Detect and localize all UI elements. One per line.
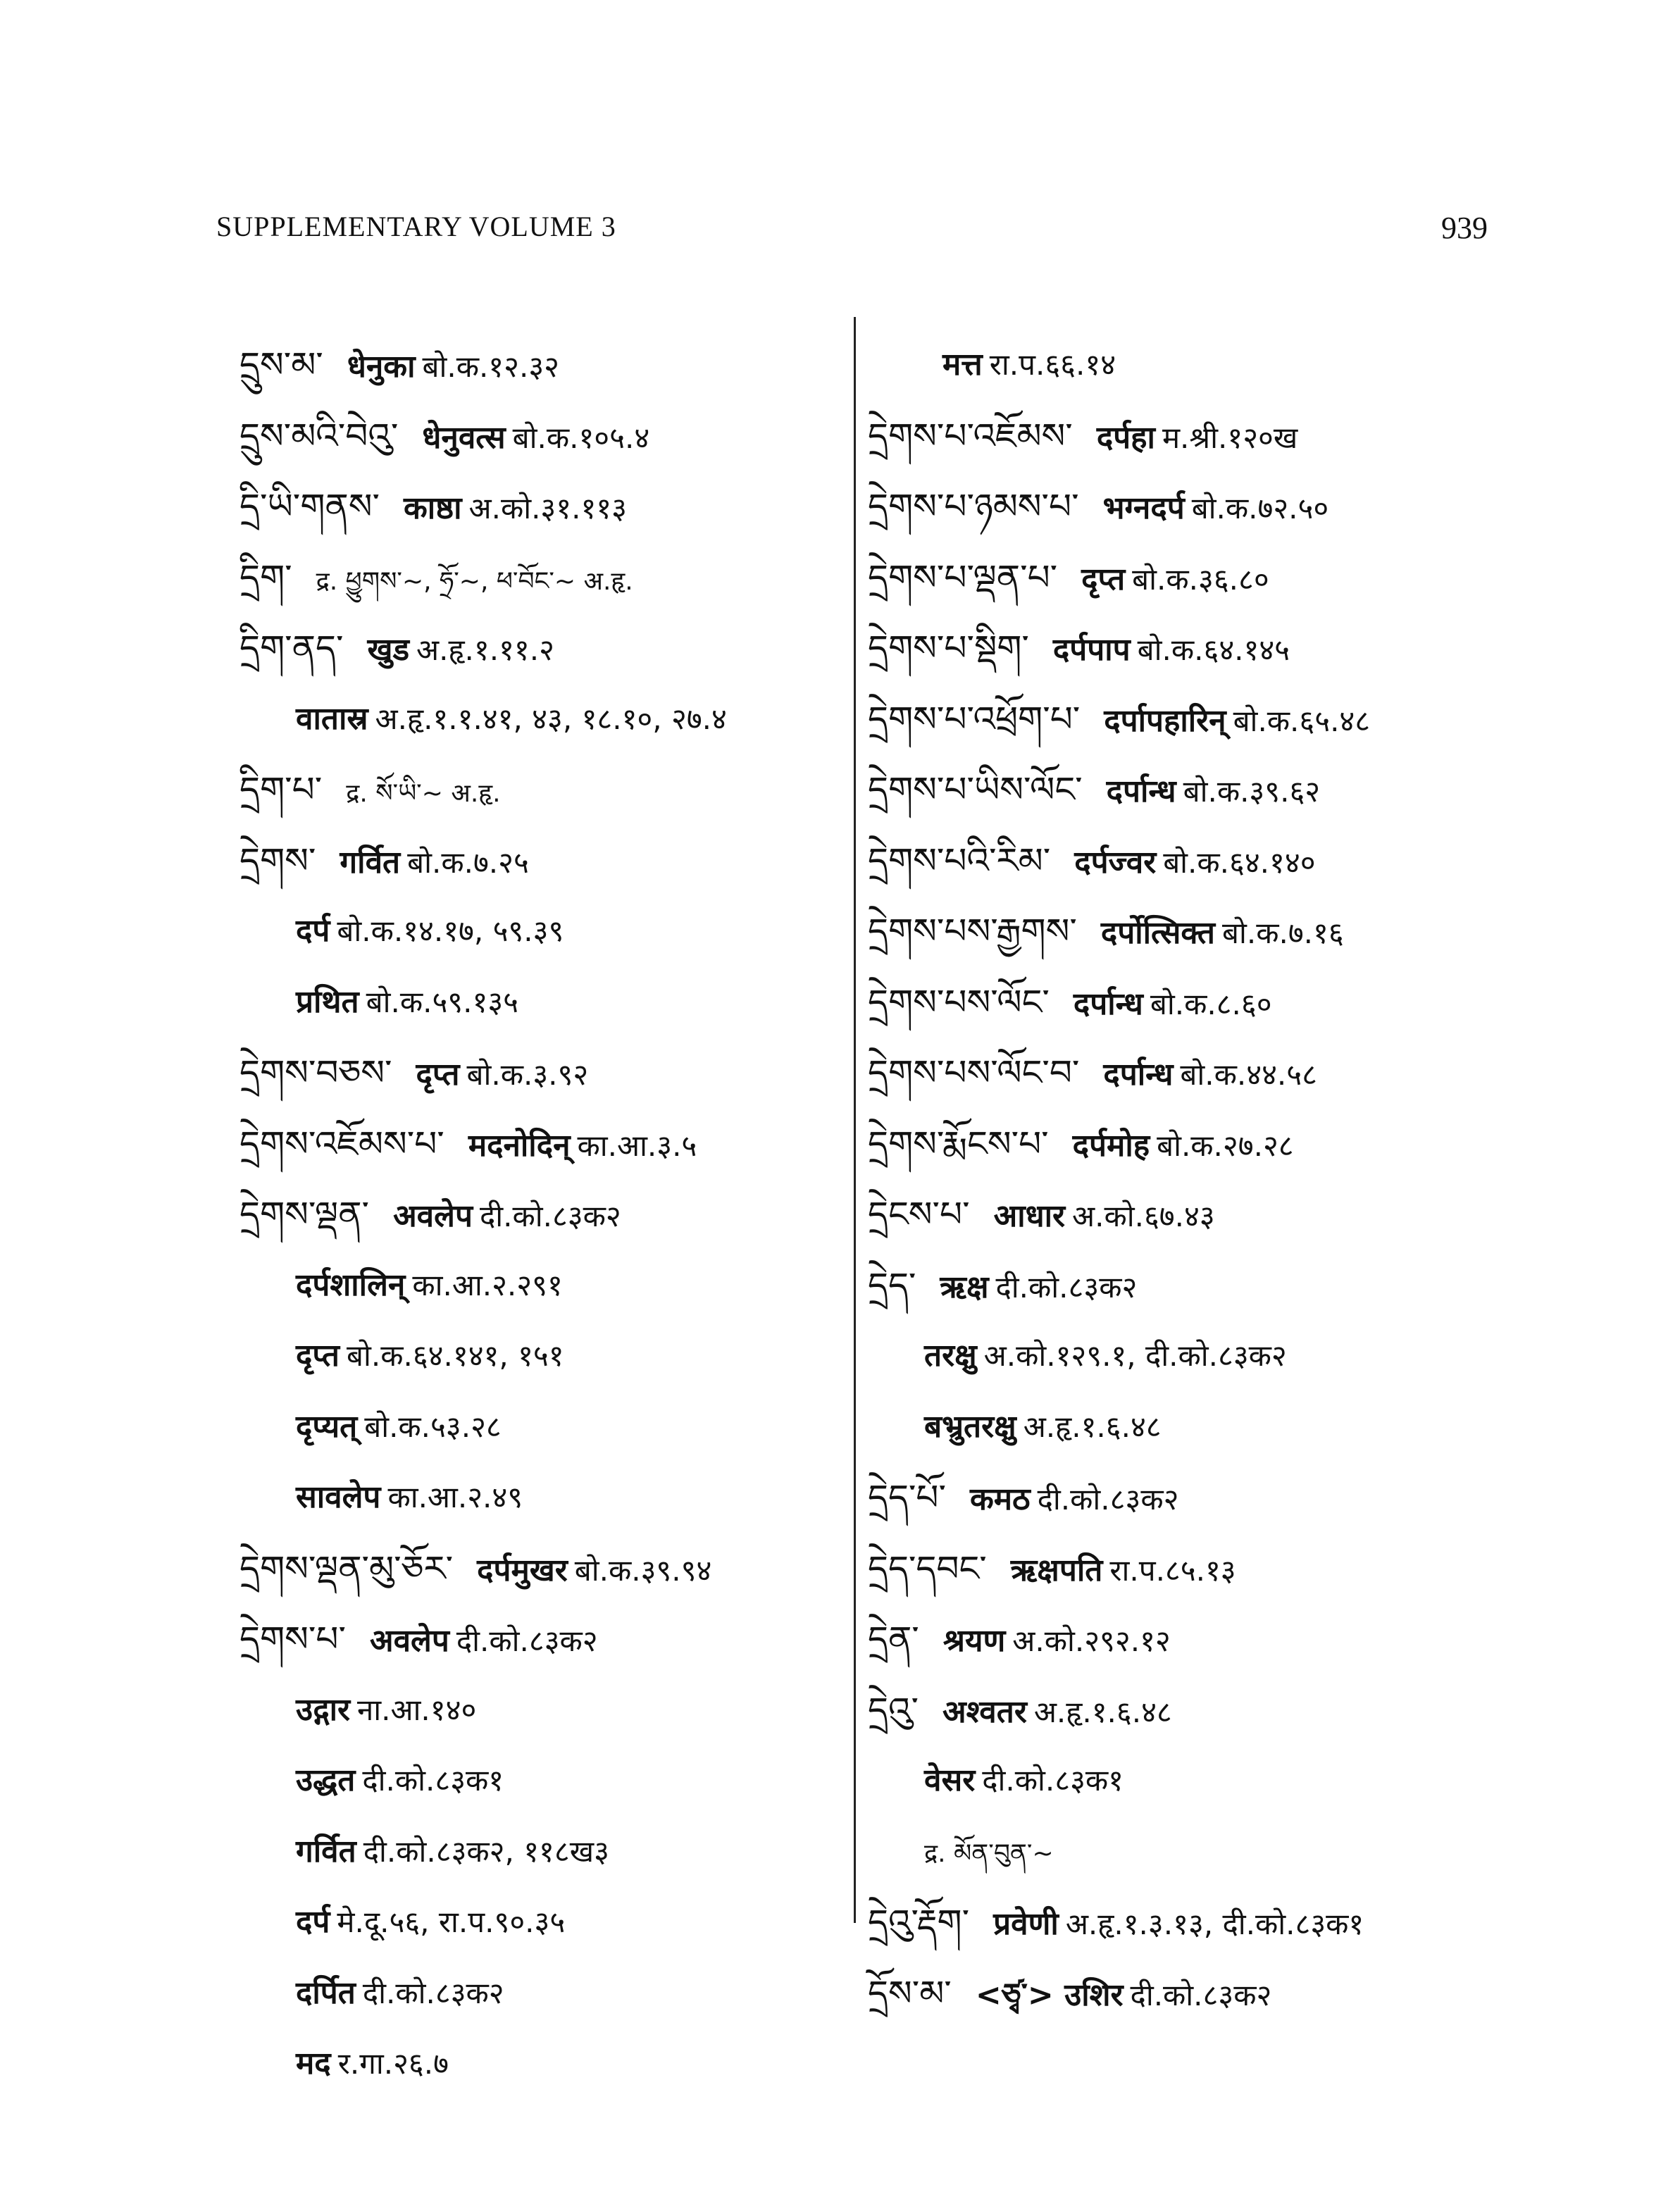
sanskrit-equivalent: <ཙྭ་> उशिर — [975, 1976, 1124, 2013]
source-reference: बो.क.५३.२८ — [364, 1409, 502, 1444]
dictionary-subentry — [239, 2029, 824, 2100]
tibetan-headword: དྲེགས་པས་ལོང་བ་ — [868, 1052, 1080, 1093]
dictionary-subentry — [239, 1675, 824, 1746]
sanskrit-equivalent: खुड — [367, 632, 409, 668]
tibetan-headword: དྲེའུ་རྡོག་ — [868, 1902, 970, 1943]
sanskrit-equivalent: धेनुवत्स — [422, 419, 506, 456]
sanskrit-equivalent: अवलेप — [369, 1623, 449, 1659]
sanskrit-equivalent: दर्पशालिन् — [296, 1266, 406, 1303]
source-reference: बो.क.३९.९४ — [574, 1552, 712, 1588]
source-reference: दी.को.८३क२ — [456, 1624, 598, 1658]
column-divider — [854, 317, 856, 1923]
source-reference: बो.क.८.६० — [1150, 986, 1272, 1021]
sanskrit-equivalent: गर्वित — [340, 844, 401, 880]
sanskrit-equivalent: कमठ — [969, 1481, 1031, 1517]
sanskrit-equivalent: श्रयण — [942, 1623, 1006, 1659]
source-reference: दी.को.८३क१ — [362, 1763, 504, 1798]
source-reference: दी.को.८३क२ — [995, 1269, 1138, 1305]
tibetan-headword: དྲུས་མའི་བེའུ་ — [239, 415, 399, 456]
source-reference: दी.को.८३क२ — [362, 1975, 504, 2010]
dictionary-entry — [868, 542, 1643, 614]
sanskrit-equivalent: उद्धत — [296, 1762, 356, 1798]
source-reference: का.आ.२.२९१ — [412, 1267, 563, 1302]
dictionary-subentry — [868, 1392, 1643, 1463]
dictionary-entry — [868, 401, 1643, 472]
sanskrit-equivalent: प्रवेणी — [993, 1906, 1059, 1942]
sanskrit-equivalent: उद्गार — [296, 1691, 350, 1728]
source-reference: बो.क.७.२५ — [407, 845, 529, 880]
tibetan-headword: དྲེགས་པས་ལོང་ — [868, 981, 1050, 1023]
tibetan-headword: དྲེགས་ལྡན་ — [239, 1194, 370, 1235]
source-reference: का.आ.२.४९ — [387, 1480, 523, 1514]
tibetan-headword: དྲེགས་བཅས་ — [239, 1052, 392, 1093]
source-reference: रा.प.६६.१४ — [989, 347, 1116, 382]
dictionary-entry — [868, 684, 1643, 755]
right-column — [868, 330, 1643, 2029]
dictionary-entry — [868, 826, 1643, 897]
dictionary-subentry — [239, 1958, 824, 2029]
sanskrit-equivalent: दर्पहा — [1096, 419, 1155, 456]
source-reference: बो.क.१०५.४ — [512, 420, 650, 455]
dictionary-subentry — [239, 1887, 824, 1958]
page-number: 939 — [1441, 211, 1488, 245]
running-header: SUPPLEMENTARY VOLUME 3 — [216, 211, 616, 242]
tibetan-headword: དྲེངས་པ་ — [868, 1194, 970, 1235]
sanskrit-equivalent: दर्पित — [296, 1974, 356, 2011]
sanskrit-equivalent: वातास्र — [296, 700, 368, 737]
source-reference: बो.क.१४.१७, ५९.३९ — [337, 914, 564, 948]
tibetan-headword: དྲེད་པོ་ — [868, 1477, 946, 1518]
sanskrit-equivalent: प्रथित — [296, 983, 359, 1020]
dictionary-subentry — [239, 896, 824, 967]
source-reference: दी.को.८३क२, ११८ख३ — [363, 1833, 609, 1869]
dictionary-subentry — [239, 1321, 824, 1392]
dictionary-entry — [239, 1038, 824, 1109]
source-reference: बो.क.७२.५० — [1191, 491, 1329, 525]
tibetan-headword: དྲེད་ — [868, 1264, 916, 1306]
source-reference: अ.को.६७.४३ — [1072, 1199, 1215, 1233]
dictionary-subentry — [239, 684, 824, 755]
sanskrit-equivalent: दर्पमुखर — [477, 1552, 568, 1588]
dictionary-entry — [239, 471, 824, 542]
source-reference: बो.क.६४.१४५ — [1137, 633, 1290, 667]
dictionary-entry — [868, 1250, 1643, 1321]
sanskrit-equivalent: काष्ठा — [404, 490, 462, 526]
dictionary-entry — [868, 754, 1643, 826]
dictionary-entry — [239, 330, 824, 401]
dictionary-subentry — [239, 967, 824, 1038]
sanskrit-equivalent: सावलेप — [296, 1479, 381, 1515]
dictionary-entry — [239, 613, 824, 684]
sanskrit-equivalent: दर्पपाप — [1052, 632, 1131, 668]
source-reference: बो.क.६४.१४० — [1163, 845, 1316, 880]
dictionary-entry — [868, 1179, 1643, 1250]
sanskrit-equivalent: दर्पान्ध — [1073, 985, 1143, 1022]
tibetan-headword: དྲེགས་པ་ — [239, 1619, 346, 1660]
dictionary-entry — [868, 1109, 1643, 1180]
source-reference: रा.प.८५.१३ — [1109, 1552, 1236, 1588]
dictionary-entry — [868, 1675, 1643, 1746]
source-reference: बो.क.६४.१४१, १५१ — [347, 1338, 564, 1373]
tibetan-headword: དྲེགས་པ་སྡིག་ — [868, 628, 1029, 668]
sanskrit-equivalent: वेसर — [924, 1762, 976, 1798]
tibetan-headword: དྲི་ཡི་གནས་ — [239, 486, 380, 527]
tibetan-headword: དྲེགས་པ་ཉམས་པ་ — [868, 486, 1079, 527]
source-reference: मे.दू.५६, रा.प.९०.३५ — [337, 1905, 566, 1939]
source-reference: अ.हृ.१.३.१३, दी.को.८३क१ — [1065, 1907, 1364, 1941]
source-reference: म.श्री.१२०ख — [1162, 420, 1298, 455]
dictionary-entry — [239, 826, 824, 897]
dictionary-entry — [239, 1179, 824, 1250]
sanskrit-equivalent: दर्पान्ध — [1103, 1057, 1174, 1092]
dictionary-entry — [239, 401, 824, 472]
source-reference: अ.को.३१.११३ — [468, 491, 627, 525]
tibetan-headword: དྲེད་དབང་ — [868, 1548, 987, 1589]
source-reference: बो.क.१२.३२ — [422, 349, 560, 384]
sanskrit-equivalent: तरक्षु — [924, 1338, 977, 1374]
sanskrit-equivalent: दर्प — [296, 1904, 330, 1940]
dictionary-subentry — [868, 1321, 1643, 1392]
source-reference: अ.हृ.१.१.४१, ४३, १८.१०, २७.४ — [375, 701, 727, 736]
source-reference: बो.क.३.९२ — [466, 1057, 589, 1092]
source-reference: का.आ.३.५ — [577, 1128, 697, 1163]
tibetan-headword: དྲེགས་པ་ཡིས་ལོང་ — [868, 769, 1083, 810]
dictionary-entry — [239, 1533, 824, 1605]
tibetan-headword: དྲེགས་པ་འཇོམས་ — [868, 415, 1073, 456]
source-reference: अ.को.१२९.१, दी.को.८३क२ — [983, 1338, 1287, 1373]
sanskrit-equivalent: दर्पज्वर — [1074, 844, 1157, 880]
sanskrit-equivalent: धेनुका — [347, 349, 416, 385]
dictionary-subentry — [868, 1745, 1643, 1817]
tibetan-headword: དྲེགས་ — [239, 840, 316, 881]
dictionary-entry — [868, 613, 1643, 684]
dictionary-entry — [239, 1604, 824, 1675]
source-reference: अ.हृ.१.११.२ — [416, 633, 554, 667]
source-reference: दी.को.८३क१ — [982, 1763, 1124, 1798]
dictionary-entry — [239, 542, 824, 614]
source-reference: अ.को.२९२.१२ — [1012, 1624, 1171, 1658]
sanskrit-equivalent: दृप्यत् — [296, 1408, 358, 1445]
sanskrit-equivalent: मदनोदिन् — [468, 1127, 571, 1164]
left-column — [239, 330, 824, 2100]
source-reference: बो.क.२७.२८ — [1157, 1128, 1294, 1163]
dictionary-entry — [868, 1604, 1643, 1675]
sanskrit-equivalent: दर्पोत्सिक्त — [1100, 915, 1215, 951]
dictionary-entry — [868, 1958, 1643, 2029]
dictionary-entry — [868, 967, 1643, 1038]
source-reference: अ.हृ.१.६.४८ — [1033, 1694, 1172, 1729]
tibetan-headword: དྲེན་ — [868, 1619, 919, 1660]
source-reference: बो.क.५९.१३५ — [366, 984, 519, 1019]
sanskrit-equivalent: दर्प — [296, 913, 330, 949]
sanskrit-equivalent: दर्पमोह — [1072, 1127, 1150, 1164]
source-reference: बो.क.४४.५८ — [1180, 1057, 1317, 1092]
tibetan-headword: དྲེགས་པ་ལྡན་པ་ — [868, 556, 1058, 598]
dictionary-subentry — [868, 330, 1643, 401]
sanskrit-equivalent: बभ्रुतरक्षु — [924, 1408, 1016, 1445]
dictionary-subentry — [239, 1817, 824, 1888]
tibetan-headword: དྲེགས་པས་རྒྱགས་ — [868, 911, 1077, 952]
source-reference: दी.को.८३क२ — [1037, 1482, 1179, 1517]
sanskrit-equivalent: भग्नदर्प — [1102, 490, 1185, 526]
dictionary-entry — [868, 471, 1643, 542]
tibetan-headword: དྲིག་ནད་ — [239, 628, 344, 668]
sanskrit-equivalent: गर्वित — [296, 1833, 356, 1869]
tibetan-headword: དྲེགས་འཇོམས་པ་ — [239, 1123, 444, 1164]
source-reference: दी.को.८३क२ — [479, 1199, 621, 1233]
source-reference: अ.हृ.१.६.४८ — [1023, 1409, 1162, 1444]
tibetan-headword: དྲིག་པ་ — [239, 769, 323, 810]
dictionary-subentry — [239, 1462, 824, 1533]
tibetan-headword: དྲེགས་པ་འཕྲོག་པ་ — [868, 698, 1081, 740]
sanskrit-equivalent: दृप्त — [1081, 561, 1126, 597]
source-reference: ना.आ.१४० — [356, 1692, 477, 1727]
sanskrit-equivalent: दृप्त — [296, 1338, 340, 1374]
sanskrit-equivalent: मत्त — [942, 347, 983, 382]
sanskrit-equivalent: मद — [296, 2046, 331, 2081]
source-reference: बो.क.७.१६ — [1222, 916, 1344, 950]
tibetan-headword: དྲེགས་ལྡན་མུ་ཅོར་ — [239, 1548, 454, 1589]
dictionary-subentry — [239, 1392, 824, 1463]
sanskrit-equivalent: अवलेप — [393, 1198, 473, 1234]
source-reference: बो.क.३६.८० — [1132, 561, 1269, 597]
dictionary-entry — [868, 896, 1643, 967]
source-reference: बो.क.६५.४८ — [1233, 703, 1371, 738]
tibetan-headword: དྲེགས་པའི་རིམ་ — [868, 840, 1051, 881]
dictionary-entry — [868, 1533, 1643, 1605]
tibetan-headword: དྲེགས་རྨོངས་པ་ — [868, 1123, 1049, 1164]
dictionary-entry — [239, 754, 824, 826]
tibetan-headword: དྲིག་ — [239, 556, 292, 598]
source-reference: द्र. མོན་བུན་~ — [924, 1838, 1054, 1868]
sanskrit-equivalent: अश्वतर — [942, 1693, 1027, 1730]
sanskrit-equivalent: आधार — [993, 1198, 1066, 1234]
dictionary-entry — [239, 1109, 824, 1180]
tibetan-headword: དྲོས་མ་ — [868, 1972, 952, 2014]
source-reference: बो.क.३९.६२ — [1183, 774, 1321, 809]
dictionary-entry — [868, 1887, 1643, 1958]
sanskrit-equivalent: दृप्त — [416, 1057, 460, 1092]
tibetan-headword: དྲུས་མ་ — [239, 344, 323, 385]
sanskrit-equivalent: दर्पापहारिन् — [1104, 702, 1226, 739]
source-reference: द्र. ཕྱུགས་~, ཧྲོ་~, ཕ་བོང་~ अ.हृ. — [316, 566, 633, 596]
dictionary-entry — [868, 1038, 1643, 1109]
sanskrit-equivalent: ऋक्षपति — [1010, 1552, 1103, 1588]
source-reference: द्र. སོ་ཡི་~ अ.हृ. — [346, 779, 501, 808]
dictionary-subentry — [239, 1250, 824, 1321]
tibetan-headword: དྲེའུ་ — [868, 1689, 919, 1731]
source-reference: र.गा.२६.७ — [337, 2046, 449, 2081]
dictionary-subentry — [239, 1745, 824, 1817]
sanskrit-equivalent: दर्पान्ध — [1106, 773, 1176, 809]
sanskrit-equivalent: ऋक्ष — [940, 1269, 989, 1305]
dictionary-entry — [868, 1462, 1643, 1533]
source-reference: दी.को.८३क२ — [1130, 1977, 1272, 2012]
dictionary-subentry — [868, 1817, 1643, 1888]
